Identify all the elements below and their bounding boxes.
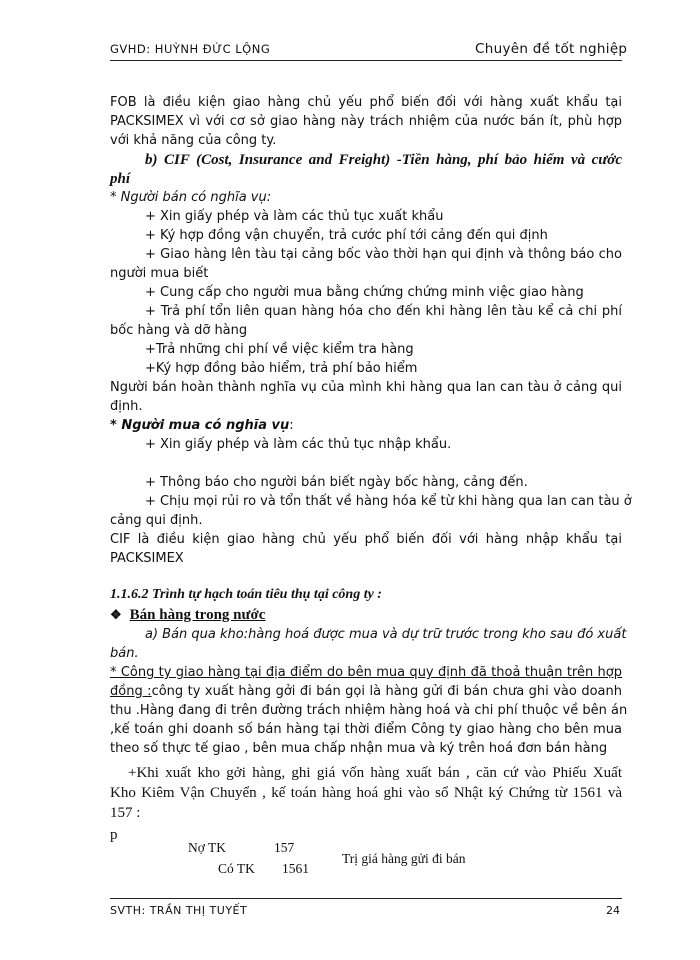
diamond-bullet-icon: ❖ bbox=[110, 607, 122, 622]
paragraph-line: theo số thực tế giao , bên mua chấp nhận mua và ký trên hoá đơn bán hàng bbox=[110, 741, 608, 756]
credit-account: 1561 bbox=[282, 861, 309, 876]
list-item: + Giao hàng lên tàu tại cảng bốc vào thời hạn qui định và thông báo cho bbox=[145, 247, 622, 262]
subheading-cif: b) CIF (Cost, Insurance and Freight) -Tiền hàng, phí bảo hiểm và cước bbox=[145, 152, 622, 168]
footer-divider bbox=[110, 898, 622, 899]
section-heading: 1.1.6.2 Trình tự hạch toán tiêu thụ tại công ty : bbox=[110, 587, 382, 602]
paragraph-line: PACKSIMEX bbox=[110, 551, 184, 566]
subheading-cif-cont: phí bbox=[110, 171, 131, 187]
credit-label: Có TK bbox=[218, 861, 255, 876]
paragraph-line: * Công ty giao hàng tại địa điểm do bên mua quy định đã thoả thuận trên hợp bbox=[110, 665, 622, 680]
line-rest: công ty xuất hàng gởi đi bán gọi là hàng gửi đi bán chưa ghi vào doanh bbox=[151, 684, 622, 699]
list-item: + Xin giấy phép và làm các thủ tục xuất khẩu bbox=[145, 209, 444, 224]
paragraph-line: 157 : bbox=[110, 805, 141, 821]
list-item: + Thông báo cho người bán biết ngày bốc hàng, cảng đến. bbox=[145, 475, 528, 490]
paragraph-line: +Khi xuất kho gởi hàng, ghi giá vốn hàng xuất bán , căn cứ vào Phiếu Xuất bbox=[128, 765, 622, 781]
list-item: +Ký hợp đồng bảo hiểm, trả phí bảo hiểm bbox=[145, 361, 418, 376]
entry-description: Trị giá hàng gửi đi bán bbox=[342, 851, 466, 866]
list-item: + Xin giấy phép và làm các thủ tục nhập khẩu. bbox=[145, 437, 452, 452]
paragraph-line: CIF là điều kiện giao hàng chủ yếu phổ biến đối với hàng nhập khẩu tại bbox=[110, 532, 622, 547]
paragraph-line: ,kế toán ghi doanh số bán hàng tại thời điểm Công ty giao hàng cho bên mua bbox=[110, 722, 622, 737]
paragraph-line: FOB là điều kiện giao hàng chủ yếu phổ biến đối với hàng xuất khẩu tại bbox=[110, 95, 622, 110]
paragraph-line: PACKSIMEX vì với cơ sở giao hàng này trách nhiệm của nước bán ít, phù hợp bbox=[110, 114, 622, 129]
domestic-sales-title: Bán hàng trong nước bbox=[129, 607, 266, 623]
list-item: + Chịu mọi rủi ro và tổn thất về hàng hóa kể từ khi hàng qua lan can tàu ở bbox=[145, 494, 632, 509]
buyer-heading bbox=[110, 417, 294, 435]
list-item-cont: người mua biết bbox=[110, 266, 209, 281]
buyer-heading-text: * Người mua có nghĩa vụ bbox=[110, 418, 290, 433]
paragraph-line: Người bán hoàn thành nghĩa vụ của mình khi hàng qua lan can tàu ở cảng qui bbox=[110, 380, 622, 395]
paragraph-line: Kho Kiêm Vận Chuyển , kế toán hàng hoá ghi vào sổ Nhật ký Chứng từ 1561 và bbox=[110, 785, 622, 801]
stray-character: p bbox=[110, 827, 118, 843]
sub-item-a-cont: bán. bbox=[110, 646, 139, 661]
paragraph-line: thu .Hàng đang đi trên đường trách nhiệm hàng hoá và chi phí thuộc về bên án bbox=[110, 703, 628, 718]
debit-label: Nợ TK bbox=[188, 840, 227, 855]
list-item: + Trả phí tổn liên quan hàng hóa cho đến khi hàng lên tàu kể cả chi phí bbox=[145, 304, 622, 319]
list-item: + Ký hợp đồng vận chuyển, trả cước phí tới cảng đến qui định bbox=[145, 228, 548, 243]
page-number: 24 bbox=[606, 904, 620, 917]
list-item: + Cung cấp cho người mua bằng chứng chứng minh việc giao hàng bbox=[145, 285, 584, 300]
buyer-heading-colon: : bbox=[289, 418, 294, 433]
paragraph-line: với khả năng của công ty. bbox=[110, 133, 277, 148]
underlined-fragment: đồng : bbox=[110, 684, 152, 699]
list-item-cont: bốc hàng và dỡ hàng bbox=[110, 323, 248, 338]
debit-account: 157 bbox=[274, 840, 295, 855]
seller-heading: * Người bán có nghĩa vụ: bbox=[110, 190, 272, 205]
list-item: +Trả những chi phí về việc kiểm tra hàng bbox=[145, 342, 414, 357]
sub-item-a: a) Bán qua kho:hàng hoá được mua và dự trữ trước trong kho sau đó xuất bbox=[145, 627, 627, 642]
list-item-cont: cảng qui định. bbox=[110, 513, 203, 528]
domestic-sales-heading bbox=[110, 606, 265, 624]
header-advisor: GVHD: HUỲNH ĐỨC LỘNG bbox=[110, 42, 271, 56]
paragraph-line bbox=[110, 683, 622, 701]
header-title: Chuyên đề tốt nghiệp bbox=[475, 41, 628, 57]
header-divider bbox=[110, 60, 622, 61]
paragraph-line: định. bbox=[110, 399, 143, 414]
footer-student: SVTH: TRẦN THỊ TUYẾT bbox=[110, 904, 248, 917]
